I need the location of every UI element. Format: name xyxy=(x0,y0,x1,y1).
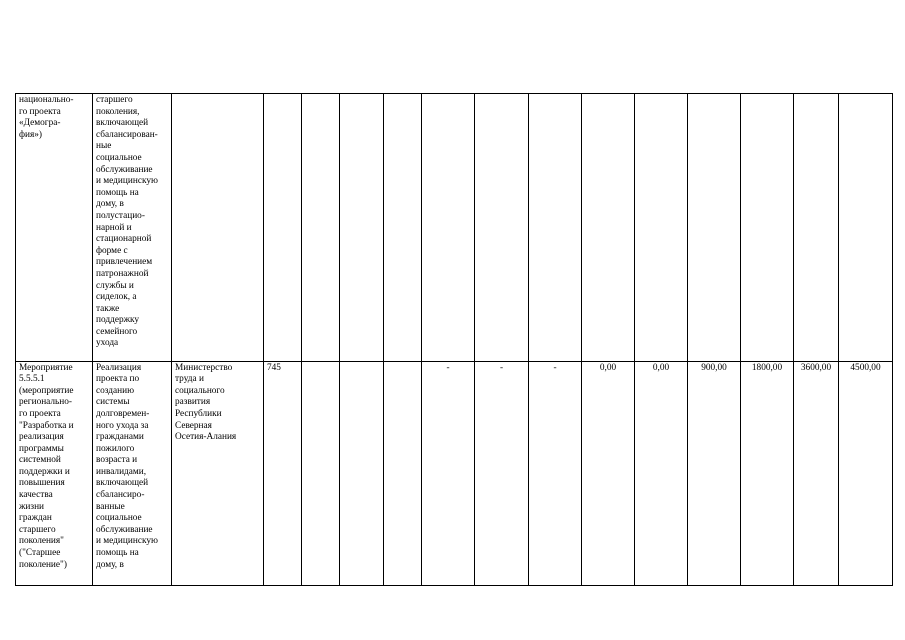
executor-cell: Министерство труда и социального развития Республики Северная Осетия-Алания xyxy=(172,361,264,585)
value-cell xyxy=(794,94,839,362)
value-cell xyxy=(422,94,475,362)
value-cell: 900,00 xyxy=(688,361,741,585)
code-cell xyxy=(264,94,302,362)
value-cell xyxy=(384,94,422,362)
value-cell: 1800,00 xyxy=(741,361,794,585)
value-cell: 4500,00 xyxy=(839,361,893,585)
value-cell: 0,00 xyxy=(582,361,635,585)
value-cell: 0,00 xyxy=(635,361,688,585)
code-cell: 745 xyxy=(264,361,302,585)
executor-cell xyxy=(172,94,264,362)
value-cell: - xyxy=(475,361,529,585)
value-cell xyxy=(475,94,529,362)
value-cell xyxy=(302,361,340,585)
event-name-cell: Мероприятие 5.5.5.1 (мероприятие регионально- го проекта "Разработка и реализация программы системной поддержки и повышения качества жизни граждан старшего поколения" ("Старшее поколение") xyxy=(16,361,93,585)
value-cell xyxy=(302,94,340,362)
value-cell xyxy=(635,94,688,362)
value-cell xyxy=(741,94,794,362)
description-cell: старшего поколения, включающей сбалансирован- ные социальное обслуживание и медицинскую помощь на дому, в полустацио- нарной и стационарной форме с привлечением патронажной службы и сиделок, а также поддержку семейного ухода xyxy=(93,94,172,362)
event-name-cell: национально- го проекта «Демогра- фия») xyxy=(16,94,93,362)
value-cell xyxy=(340,94,384,362)
table-row xyxy=(16,94,893,362)
value-cell: - xyxy=(529,361,582,585)
value-cell xyxy=(340,361,384,585)
value-cell xyxy=(529,94,582,362)
value-cell xyxy=(582,94,635,362)
value-cell xyxy=(688,94,741,362)
description-cell: Реализация проекта по созданию системы долговремен- ного ухода за гражданами пожилого возраста и инвалидами, включающей сбалансиро- ванные социальное обслуживание и медицинскую помощь на дому, в xyxy=(93,361,172,585)
value-cell: - xyxy=(422,361,475,585)
value-cell xyxy=(839,94,893,362)
value-cell xyxy=(384,361,422,585)
value-cell: 3600,00 xyxy=(794,361,839,585)
table-row xyxy=(16,361,893,585)
budget-table xyxy=(15,93,893,586)
